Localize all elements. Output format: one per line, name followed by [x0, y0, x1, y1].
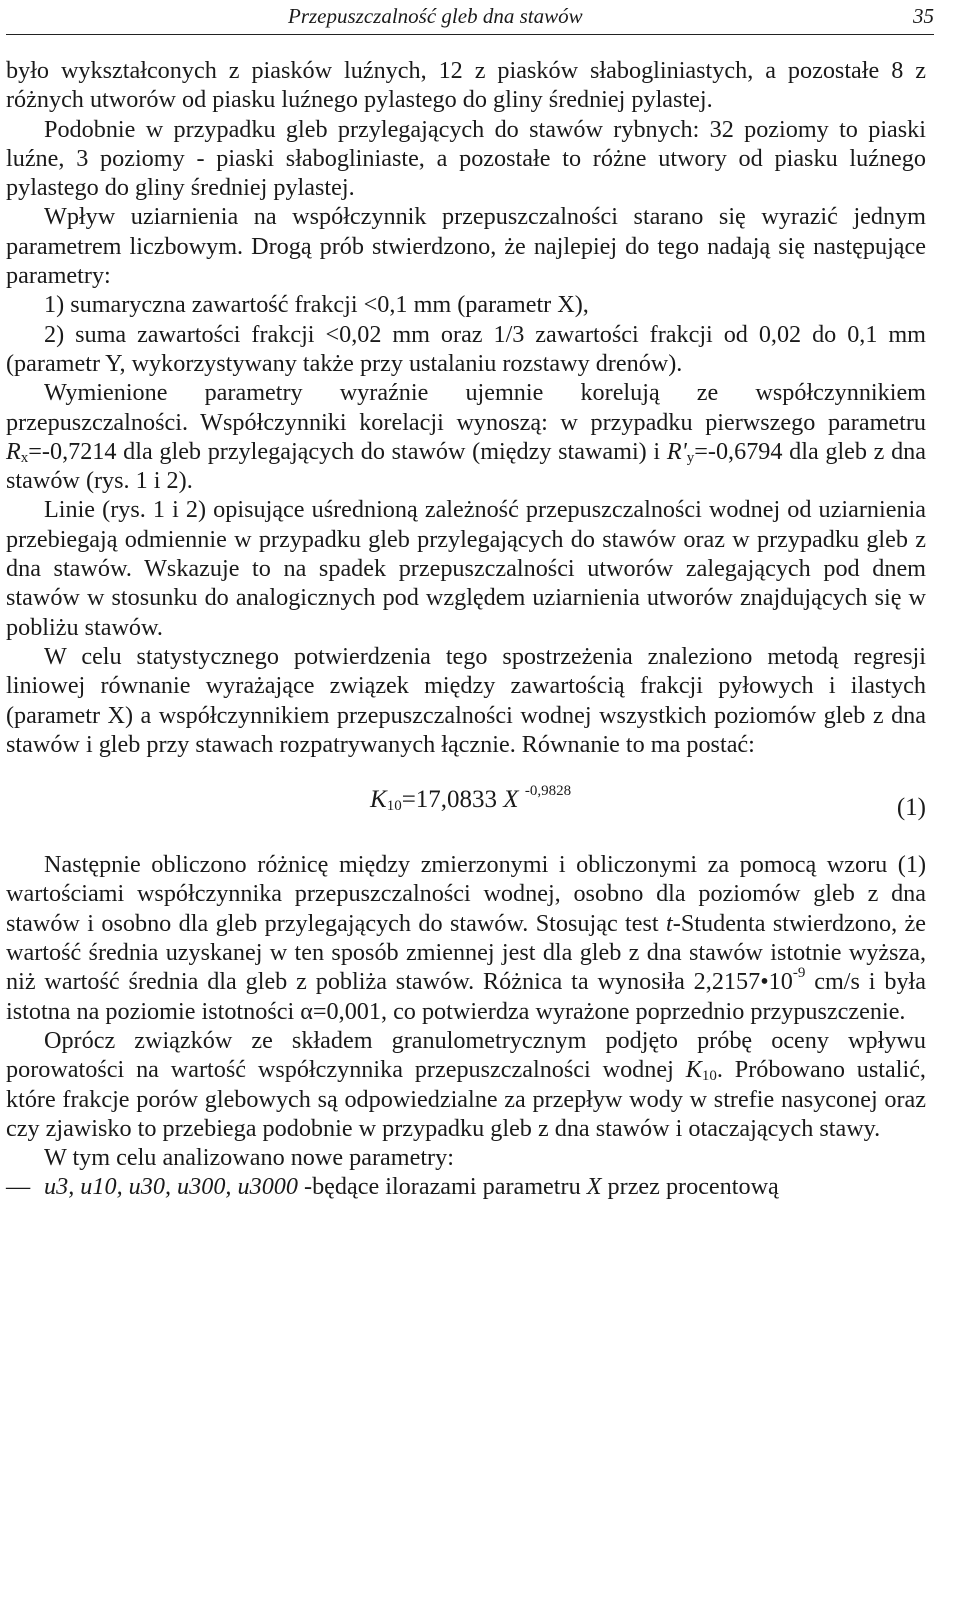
u-text-b: -będące ilorazami parametru	[297, 1173, 587, 1201]
correlation-r-y: R'	[666, 437, 687, 465]
running-title: Przepuszczalność gleb dna stawów	[288, 4, 583, 28]
equation-lhs: K	[370, 786, 387, 814]
parameter-1: 1) sumaryczna zawartość frakcji <0,1 mm (parametr X),	[44, 291, 589, 319]
student-text-a: Następnie obliczono różnicę między zmierzonymi i obliczonymi za pomocą wzoru (1) wartościami współczynnika przepuszczalności wodnej, osobno dla poziomów gleb z dna stawów i osobno dla gleb przylegających do stawów. Stosując test	[6, 851, 926, 937]
equation-number: (1)	[896, 794, 926, 822]
parameter-2: 2) suma zawartości frakcji <0,02 mm oraz 1/3 zawartości frakcji od 0,02 do 0,1 mm (parametr Y, wykorzystywany także przy ustalaniu rozstawy drenów).	[6, 320, 926, 377]
u-x: X	[586, 1173, 602, 1201]
body-text	[6, 56, 926, 1202]
student-t: t	[666, 909, 673, 937]
porosity-text-b: . Próbowano ustalić, które frakcje porów glebowych są odpowiedzialne za przepływ wody w strefie nasyconej oraz czy zjawisko to przebiega podobnie w przypadku gleb z dna stawów i otaczających stawy.	[6, 1056, 926, 1142]
u-text-c: przez procentową	[601, 1173, 779, 1201]
correlation-r-x-sub: x	[20, 449, 29, 466]
page-number: 35	[913, 4, 934, 28]
equation-rhs: =17,0833	[401, 786, 498, 814]
paragraph-regression: W celu statystycznego potwierdzenia tego spostrzeżenia znaleziono metodą regresji liniowej równanie wyrażające związek między zawartością frakcji pyłowych i ilastych (parametr X) a współczynnikiem przepuszczalności wodnej wszystkich poziomów gleb z dna stawów i gleb przy stawach rozpatrywanych łącznie. Równanie to ma postać:	[6, 642, 926, 758]
parameter-list-item-u	[6, 1172, 926, 1201]
porosity-text-a: Oprócz związków ze składem granulometrycznym podjęto próbę oceny wpływu porowatości na wartość współczynnika przepuszczalności wodnej	[6, 1026, 926, 1084]
list-dash: —	[6, 1173, 31, 1201]
equation-var: X	[503, 786, 519, 814]
paragraph-2: Podobnie w przypadku gleb przylegających do stawów rybnych: 32 poziomy to piaski luźne, 3 poziomy - piaski słabogliniaste, a pozostałe to różne utwory od piasku luźnego pylastego do gliny średniej pylastej.	[6, 115, 926, 202]
paragraph-3: Wpływ uziarnienia na współczynnik przepuszczalności starano się wyrazić jednym parametrem liczbowym. Drogą prób stwierdzono, że najlepiej do tego nadają się następujące parametry:	[6, 203, 926, 290]
paragraph-1: było wykształconych z piasków luźnych, 12 z piasków słabogliniastych, a pozostałe 8 z różnych utworów od piasku luźnego pylastego do gliny średniej pylastej.	[6, 57, 926, 114]
paragraph-porosity	[6, 1026, 926, 1143]
student-text-b: -Studenta stwierdzono, że wartość średnia uzyskanej w ten sposób zmiennej jest dla gleb z dna stawów istotnie wyższa, niż wartość średnia dla gleb z pobliża stawów. Różnica ta wynosiła 2,2157•10	[6, 909, 926, 996]
equation-1	[6, 759, 926, 850]
correlation-text-b: =-0,7214 dla gleb przylegających do stawów (między stawami) i	[28, 437, 667, 465]
correlation-text-c: =-0,6794 dla gleb z dna stawów (rys. 1 i 2).	[6, 437, 927, 495]
paragraph-new-parameters: W tym celu analizowano nowe parametry:	[44, 1144, 454, 1172]
paragraph-correlation	[6, 378, 926, 495]
correlation-text-a: Wymienione parametry wyraźnie ujemnie korelują ze współczynnikiem przepuszczalności. Współczynniki korelacji wynoszą: w przypadku pierwszego parametru	[6, 379, 926, 436]
paragraph-student-test	[6, 850, 926, 1026]
paragraph-lines: Linie (rys. 1 i 2) opisujące uśrednioną zależność przepuszczalności wodnej od uziarnienia przebiegają odmiennie w przypadku gleb przylegających do stawów oraz w przypadku gleb z dna stawów. Wskazuje to na spadek przepuszczalności utworów zalegających pod dnem stawów w stosunku do analogicznych pod względem uziarnienia utworów znajdujących się w pobliżu stawów.	[6, 496, 926, 641]
correlation-r-x: R	[6, 437, 21, 465]
equation-exponent: -0,9828	[524, 783, 572, 800]
student-exponent: -9	[792, 965, 806, 982]
porosity-k-sub: 10	[701, 1068, 717, 1085]
correlation-r-y-sub: y	[686, 449, 695, 466]
equation-lhs-sub: 10	[386, 798, 402, 815]
u-parameters: u3, u10, u30, u300, u3000	[44, 1173, 298, 1201]
running-head	[6, 2, 934, 35]
student-text-c: cm/s i była istotna na poziomie istotności α=0,001, co potwierdza wyrażone poprzednio przypuszczenie.	[6, 968, 927, 1025]
equation-formula	[370, 785, 571, 814]
porosity-k: K	[685, 1056, 702, 1084]
